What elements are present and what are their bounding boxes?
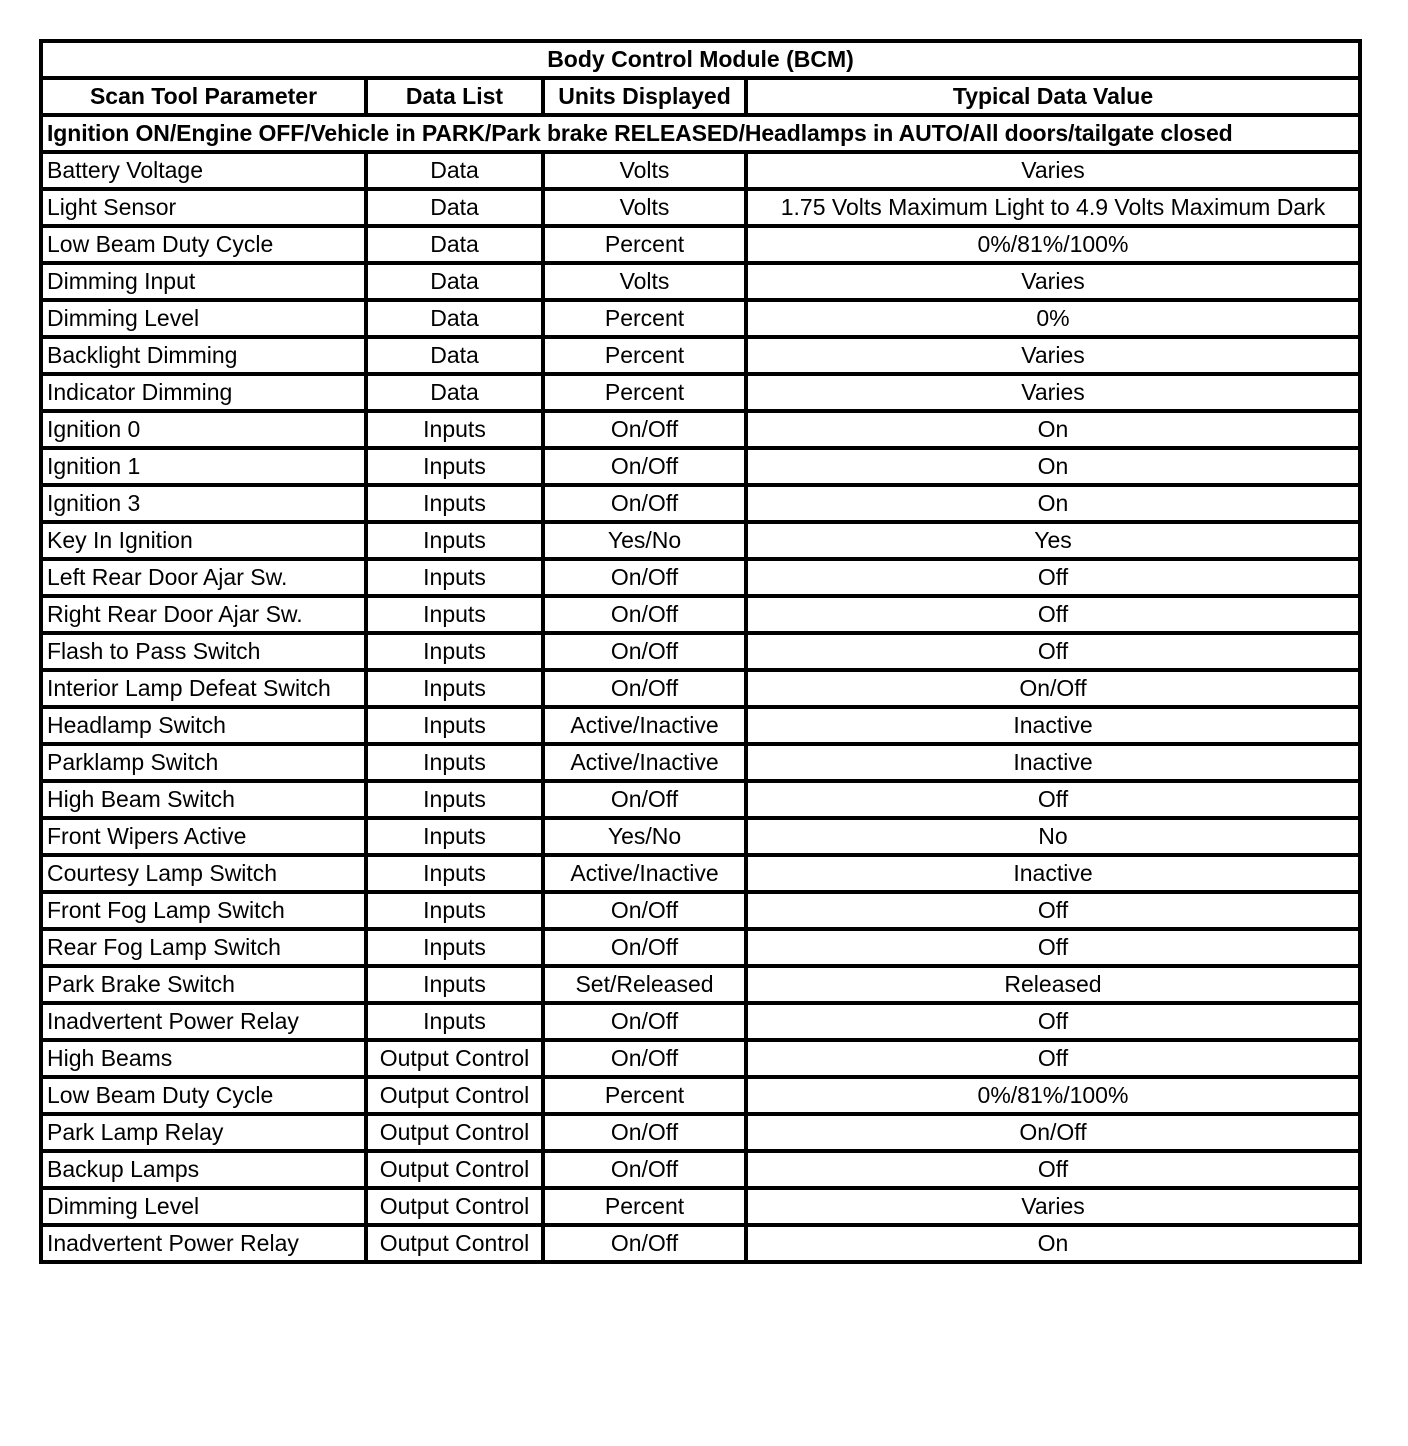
cell-data-list: Inputs	[366, 522, 543, 559]
table-row	[41, 670, 1360, 707]
cell-scan-tool-parameter: Backlight Dimming	[41, 337, 366, 374]
bcm-data-table	[39, 39, 1362, 1264]
cell-data-list: Inputs	[366, 966, 543, 1003]
cell-scan-tool-parameter: Light Sensor	[41, 189, 366, 226]
cell-scan-tool-parameter: Ignition 1	[41, 448, 366, 485]
cell-scan-tool-parameter: Park Lamp Relay	[41, 1114, 366, 1151]
cell-data-list: Output Control	[366, 1114, 543, 1151]
cell-data-list: Data	[366, 337, 543, 374]
cell-typical-data-value: Varies	[746, 1188, 1360, 1225]
cell-scan-tool-parameter: Backup Lamps	[41, 1151, 366, 1188]
cell-typical-data-value: Varies	[746, 337, 1360, 374]
cell-data-list: Output Control	[366, 1151, 543, 1188]
cell-data-list: Data	[366, 189, 543, 226]
table-row	[41, 1003, 1360, 1040]
cell-data-list: Data	[366, 263, 543, 300]
cell-units-displayed: Percent	[543, 337, 746, 374]
cell-data-list: Inputs	[366, 707, 543, 744]
cell-scan-tool-parameter: High Beam Switch	[41, 781, 366, 818]
table-row	[41, 1077, 1360, 1114]
table-row	[41, 448, 1360, 485]
cell-scan-tool-parameter: Front Wipers Active	[41, 818, 366, 855]
cell-scan-tool-parameter: Indicator Dimming	[41, 374, 366, 411]
table-row	[41, 744, 1360, 781]
table-row	[41, 707, 1360, 744]
cell-typical-data-value: On/Off	[746, 670, 1360, 707]
table-row	[41, 1151, 1360, 1188]
cell-units-displayed: On/Off	[543, 1151, 746, 1188]
cell-typical-data-value: 0%	[746, 300, 1360, 337]
cell-units-displayed: On/Off	[543, 411, 746, 448]
cell-units-displayed: Active/Inactive	[543, 707, 746, 744]
cell-data-list: Inputs	[366, 485, 543, 522]
table-row	[41, 152, 1360, 189]
cell-typical-data-value: Varies	[746, 374, 1360, 411]
cell-units-displayed: Percent	[543, 374, 746, 411]
cell-data-list: Output Control	[366, 1225, 543, 1262]
cell-typical-data-value: 1.75 Volts Maximum Light to 4.9 Volts Maximum Dark	[746, 189, 1360, 226]
table-title: Body Control Module (BCM)	[41, 41, 1360, 78]
table-row	[41, 337, 1360, 374]
table-row	[41, 1040, 1360, 1077]
cell-units-displayed: Active/Inactive	[543, 855, 746, 892]
table-row	[41, 966, 1360, 1003]
cell-scan-tool-parameter: Courtesy Lamp Switch	[41, 855, 366, 892]
table-row	[41, 411, 1360, 448]
cell-units-displayed: Set/Released	[543, 966, 746, 1003]
cell-units-displayed: On/Off	[543, 929, 746, 966]
table-row	[41, 559, 1360, 596]
cell-scan-tool-parameter: Dimming Level	[41, 300, 366, 337]
table-row	[41, 929, 1360, 966]
cell-typical-data-value: Off	[746, 559, 1360, 596]
cell-data-list: Inputs	[366, 892, 543, 929]
cell-scan-tool-parameter: Inadvertent Power Relay	[41, 1225, 366, 1262]
table-row	[41, 781, 1360, 818]
cell-scan-tool-parameter: Dimming Level	[41, 1188, 366, 1225]
cell-scan-tool-parameter: Key In Ignition	[41, 522, 366, 559]
cell-scan-tool-parameter: Left Rear Door Ajar Sw.	[41, 559, 366, 596]
cell-units-displayed: On/Off	[543, 1114, 746, 1151]
cell-typical-data-value: Off	[746, 892, 1360, 929]
cell-scan-tool-parameter: Ignition 3	[41, 485, 366, 522]
cell-typical-data-value: Off	[746, 929, 1360, 966]
cell-units-displayed: Yes/No	[543, 522, 746, 559]
cell-units-displayed: On/Off	[543, 559, 746, 596]
cell-units-displayed: On/Off	[543, 485, 746, 522]
table-row	[41, 1114, 1360, 1151]
table-row	[41, 1225, 1360, 1262]
cell-typical-data-value: No	[746, 818, 1360, 855]
cell-typical-data-value: On	[746, 1225, 1360, 1262]
cell-data-list: Data	[366, 374, 543, 411]
cell-units-displayed: On/Off	[543, 1040, 746, 1077]
cell-typical-data-value: 0%/81%/100%	[746, 1077, 1360, 1114]
cell-data-list: Inputs	[366, 670, 543, 707]
cell-typical-data-value: Released	[746, 966, 1360, 1003]
cell-units-displayed: On/Off	[543, 596, 746, 633]
cell-units-displayed: On/Off	[543, 892, 746, 929]
cell-typical-data-value: Off	[746, 1151, 1360, 1188]
cell-typical-data-value: Inactive	[746, 707, 1360, 744]
cell-scan-tool-parameter: Parklamp Switch	[41, 744, 366, 781]
table-row	[41, 633, 1360, 670]
table-row	[41, 263, 1360, 300]
test-condition: Ignition ON/Engine OFF/Vehicle in PARK/Park brake RELEASED/Headlamps in AUTO/All doors/tailgate closed	[41, 115, 1360, 152]
table-row	[41, 855, 1360, 892]
table-row	[41, 596, 1360, 633]
cell-data-list: Inputs	[366, 855, 543, 892]
cell-data-list: Data	[366, 226, 543, 263]
cell-typical-data-value: Yes	[746, 522, 1360, 559]
table-row	[41, 300, 1360, 337]
cell-typical-data-value: Off	[746, 1003, 1360, 1040]
table-row	[41, 1188, 1360, 1225]
cell-scan-tool-parameter: Right Rear Door Ajar Sw.	[41, 596, 366, 633]
cell-units-displayed: On/Off	[543, 781, 746, 818]
cell-typical-data-value: Varies	[746, 263, 1360, 300]
cell-typical-data-value: Off	[746, 633, 1360, 670]
table-title-row	[41, 41, 1360, 78]
cell-scan-tool-parameter: Dimming Input	[41, 263, 366, 300]
cell-scan-tool-parameter: Interior Lamp Defeat Switch	[41, 670, 366, 707]
table-row	[41, 892, 1360, 929]
cell-units-displayed: Percent	[543, 1188, 746, 1225]
column-header-data-list: Data List	[366, 78, 543, 115]
table-body	[41, 152, 1360, 1262]
cell-units-displayed: Percent	[543, 300, 746, 337]
table-row	[41, 522, 1360, 559]
cell-data-list: Inputs	[366, 633, 543, 670]
cell-data-list: Inputs	[366, 929, 543, 966]
table-row	[41, 818, 1360, 855]
table-row	[41, 189, 1360, 226]
cell-units-displayed: Volts	[543, 152, 746, 189]
column-header-scan-tool-parameter: Scan Tool Parameter	[41, 78, 366, 115]
cell-data-list: Output Control	[366, 1040, 543, 1077]
cell-data-list: Inputs	[366, 596, 543, 633]
test-condition-row	[41, 115, 1360, 152]
cell-units-displayed: On/Off	[543, 633, 746, 670]
cell-scan-tool-parameter: High Beams	[41, 1040, 366, 1077]
cell-data-list: Inputs	[366, 818, 543, 855]
cell-data-list: Inputs	[366, 411, 543, 448]
cell-units-displayed: On/Off	[543, 1003, 746, 1040]
cell-typical-data-value: On	[746, 448, 1360, 485]
cell-scan-tool-parameter: Inadvertent Power Relay	[41, 1003, 366, 1040]
cell-data-list: Inputs	[366, 781, 543, 818]
cell-typical-data-value: 0%/81%/100%	[746, 226, 1360, 263]
cell-scan-tool-parameter: Low Beam Duty Cycle	[41, 226, 366, 263]
cell-data-list: Output Control	[366, 1188, 543, 1225]
cell-units-displayed: Volts	[543, 189, 746, 226]
cell-typical-data-value: Off	[746, 781, 1360, 818]
cell-typical-data-value: Inactive	[746, 855, 1360, 892]
cell-units-displayed: On/Off	[543, 670, 746, 707]
cell-scan-tool-parameter: Ignition 0	[41, 411, 366, 448]
cell-data-list: Inputs	[366, 744, 543, 781]
cell-scan-tool-parameter: Low Beam Duty Cycle	[41, 1077, 366, 1114]
cell-units-displayed: Yes/No	[543, 818, 746, 855]
cell-typical-data-value: On/Off	[746, 1114, 1360, 1151]
cell-units-displayed: On/Off	[543, 448, 746, 485]
cell-units-displayed: Percent	[543, 1077, 746, 1114]
cell-data-list: Data	[366, 152, 543, 189]
table-row	[41, 485, 1360, 522]
cell-data-list: Output Control	[366, 1077, 543, 1114]
cell-typical-data-value: On	[746, 485, 1360, 522]
cell-scan-tool-parameter: Rear Fog Lamp Switch	[41, 929, 366, 966]
cell-typical-data-value: Inactive	[746, 744, 1360, 781]
cell-typical-data-value: Varies	[746, 152, 1360, 189]
table-row	[41, 226, 1360, 263]
cell-data-list: Inputs	[366, 448, 543, 485]
table-header-row	[41, 78, 1360, 115]
cell-scan-tool-parameter: Front Fog Lamp Switch	[41, 892, 366, 929]
cell-typical-data-value: On	[746, 411, 1360, 448]
cell-scan-tool-parameter: Headlamp Switch	[41, 707, 366, 744]
cell-typical-data-value: Off	[746, 1040, 1360, 1077]
cell-data-list: Inputs	[366, 559, 543, 596]
table-row	[41, 374, 1360, 411]
cell-units-displayed: Percent	[543, 226, 746, 263]
cell-units-displayed: On/Off	[543, 1225, 746, 1262]
cell-units-displayed: Volts	[543, 263, 746, 300]
cell-scan-tool-parameter: Flash to Pass Switch	[41, 633, 366, 670]
column-header-typical-data-value: Typical Data Value	[746, 78, 1360, 115]
cell-data-list: Data	[366, 300, 543, 337]
cell-typical-data-value: Off	[746, 596, 1360, 633]
cell-scan-tool-parameter: Park Brake Switch	[41, 966, 366, 1003]
cell-scan-tool-parameter: Battery Voltage	[41, 152, 366, 189]
cell-units-displayed: Active/Inactive	[543, 744, 746, 781]
column-header-units-displayed: Units Displayed	[543, 78, 746, 115]
cell-data-list: Inputs	[366, 1003, 543, 1040]
